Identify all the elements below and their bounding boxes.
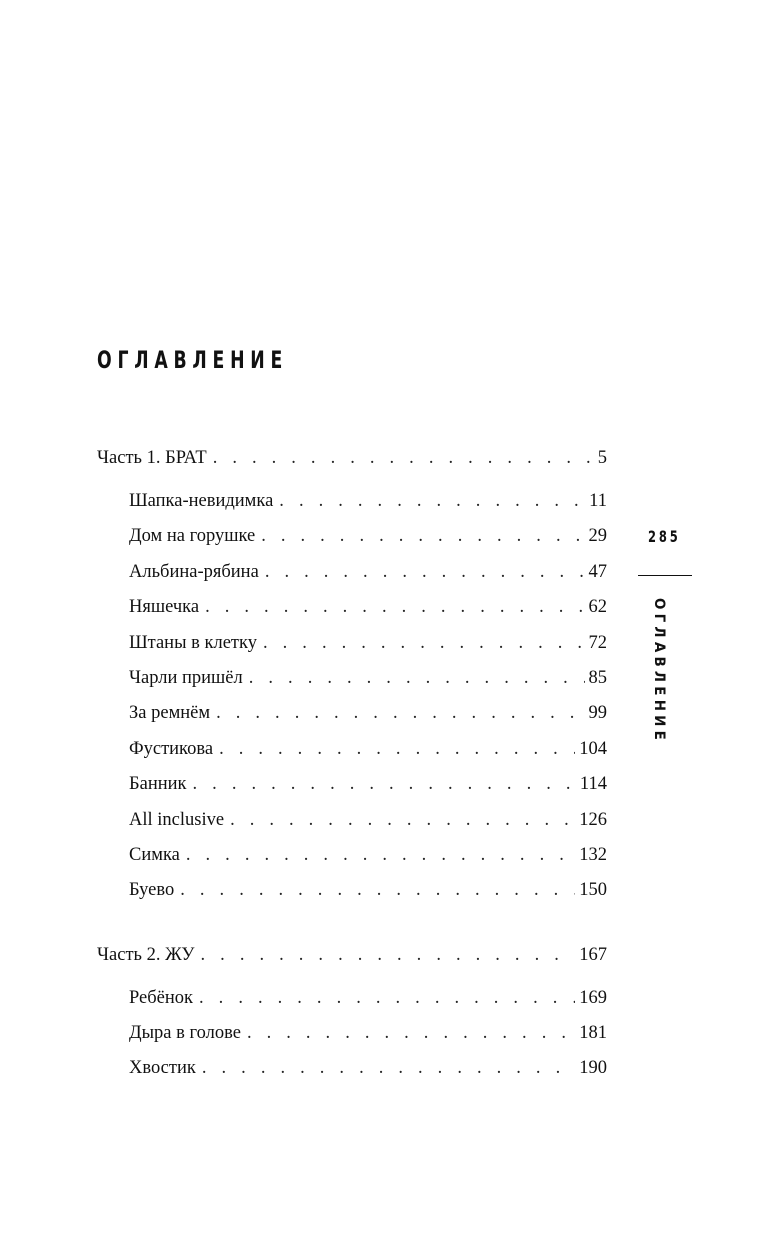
- toc-leader-dots: [202, 1051, 575, 1086]
- toc-chapter-title: All inclusive: [129, 809, 225, 830]
- toc-page-number: 126: [579, 809, 607, 830]
- toc-leader-dots: [216, 696, 584, 731]
- toc-page-number: 11: [589, 491, 607, 511]
- toc-part-title: Часть 1. БРАТ: [97, 448, 207, 468]
- sidebar-divider: [638, 575, 692, 576]
- toc-chapter-title: Банник: [129, 774, 187, 795]
- toc-chapter-title: Дыра в голове: [129, 1023, 241, 1044]
- toc-part-2[interactable]: [97, 937, 607, 973]
- toc-chapter-title: Хвостик: [129, 1058, 196, 1079]
- toc-page-number: 62: [588, 597, 607, 618]
- running-page-number: 285: [648, 527, 681, 546]
- toc-leader-dots: [193, 767, 576, 802]
- toc-leader-dots: [180, 873, 575, 908]
- toc-chapter[interactable]: [97, 803, 607, 838]
- toc-chapter-title: Альбина-рябина: [129, 561, 259, 582]
- toc-leader-dots: [219, 732, 575, 767]
- toc-page-number: 72: [588, 632, 607, 653]
- toc-chapter[interactable]: [97, 767, 607, 802]
- toc-leader-dots: [201, 937, 576, 973]
- running-section-label: ОГЛАВЛЕНИЕ: [651, 598, 667, 745]
- toc-chapter[interactable]: [97, 838, 607, 873]
- toc-chapter[interactable]: [97, 590, 607, 625]
- toc-chapter-title: Ребёнок: [129, 987, 194, 1008]
- toc-page-number: 132: [579, 844, 607, 865]
- toc-leader-dots: [265, 555, 585, 590]
- toc-chapter[interactable]: [97, 873, 607, 908]
- toc-chapter[interactable]: [97, 981, 607, 1016]
- toc-chapter[interactable]: [97, 732, 607, 767]
- toc-leader-dots: [199, 981, 575, 1016]
- toc-page-number: 190: [579, 1058, 607, 1079]
- toc-page-number: 150: [579, 880, 607, 901]
- toc-chapter-title: Симка: [129, 844, 180, 865]
- toc-chapter[interactable]: [97, 1051, 607, 1086]
- toc-page-number: 181: [579, 1023, 607, 1044]
- toc-chapter-title: Фустикова: [129, 738, 214, 759]
- page-heading: ОГЛАВЛЕНИЕ: [97, 346, 289, 374]
- toc-page-number: 99: [588, 703, 607, 724]
- toc-chapter[interactable]: [97, 484, 607, 519]
- toc-leader-dots: [230, 803, 575, 838]
- toc-chapter-title: Няшечка: [129, 597, 200, 618]
- toc-chapter[interactable]: [97, 626, 607, 661]
- toc-chapter[interactable]: [97, 555, 607, 590]
- toc-leader-dots: [213, 440, 594, 476]
- toc-chapter[interactable]: [97, 519, 607, 554]
- toc-page-number: 5: [597, 448, 607, 468]
- toc-page-number: 167: [579, 944, 607, 965]
- toc-chapter-title: Шапка-невидимка: [129, 491, 274, 511]
- toc-leader-dots: [205, 590, 584, 625]
- toc-leader-dots: [249, 661, 585, 696]
- toc-chapter-title: Дом на горушке: [129, 526, 256, 547]
- toc-page-number: 169: [579, 987, 607, 1008]
- section-spacer: [97, 909, 607, 937]
- toc-chapter[interactable]: [97, 661, 607, 696]
- toc-chapter-title: Буево: [129, 880, 175, 901]
- toc-chapter[interactable]: [97, 1016, 607, 1051]
- toc-leader-dots: [247, 1016, 575, 1051]
- table-of-contents: [97, 440, 607, 1087]
- toc-leader-dots: [279, 484, 585, 519]
- toc-part-title: Часть 2. ЖУ: [97, 944, 195, 965]
- toc-page-number: 85: [588, 667, 607, 688]
- toc-chapter-title: За ремнём: [129, 703, 211, 724]
- toc-chapter[interactable]: [97, 696, 607, 731]
- toc-page-number: 104: [579, 738, 607, 759]
- toc-part-1[interactable]: [97, 440, 607, 476]
- toc-leader-dots: [186, 838, 575, 873]
- toc-page-number: 29: [588, 526, 607, 547]
- toc-leader-dots: [261, 519, 584, 554]
- toc-chapter-title: Штаны в клетку: [129, 632, 257, 653]
- toc-leader-dots: [263, 626, 585, 661]
- toc-chapter-title: Чарли пришёл: [129, 667, 243, 688]
- toc-page-number: 47: [588, 561, 607, 582]
- toc-page-number: 114: [579, 774, 607, 795]
